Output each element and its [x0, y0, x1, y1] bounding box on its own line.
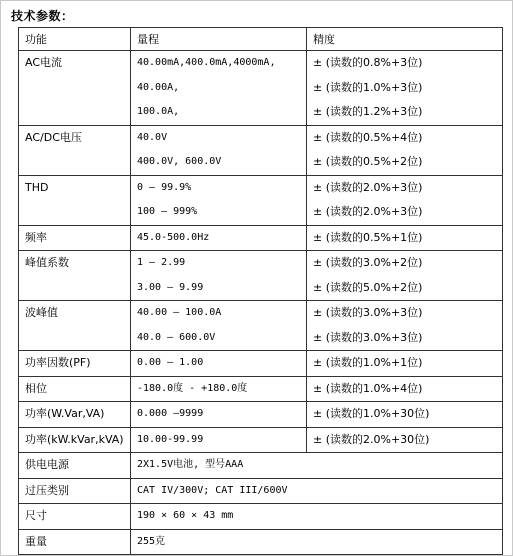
accuracy-value: ± (读数的1.0%+3位): [313, 80, 423, 94]
accuracy-value: ± (读数的3.0%+3位): [313, 306, 423, 319]
range-value: 40.0V: [137, 131, 168, 143]
accuracy-cell: [307, 351, 503, 377]
range-cell: [131, 125, 307, 175]
table-row: [19, 529, 503, 555]
function-label: 供电电源: [25, 458, 69, 471]
accuracy-value: ± (读数的3.0%+2位): [313, 256, 423, 269]
function-label: 重量: [25, 534, 47, 548]
table-row: [19, 251, 503, 301]
accuracy-value: ± (读数的1.2%+3位): [313, 105, 423, 118]
function-cell: [19, 51, 131, 126]
accuracy-cell: [307, 175, 503, 225]
function-cell: [19, 376, 131, 402]
column-header-function: 功能: [19, 28, 131, 51]
function-label: 功率因数(PF): [25, 356, 91, 369]
spec-value: 255克: [137, 535, 166, 547]
range-value: 0.00 — 1.00: [137, 357, 204, 368]
function-label: AC电流: [25, 56, 63, 69]
range-cell: [131, 175, 307, 225]
range-cell: [131, 376, 307, 402]
range-cell: [131, 51, 307, 126]
function-cell: [19, 478, 131, 504]
spec-value: 2X1.5V电池, 型号AAA: [137, 459, 244, 470]
column-header-range: 量程: [131, 28, 307, 51]
accuracy-value: ± (读数的0.5%+2位): [313, 155, 423, 168]
range-value: 0 — 99.9%: [137, 181, 192, 193]
function-label: 过压类别: [25, 483, 69, 497]
accuracy-value: ± (读数的5.0%+2位): [313, 280, 423, 294]
function-cell: [19, 402, 131, 428]
spec-value-cell: [131, 478, 503, 504]
table-row: [19, 402, 503, 428]
spec-value: 190 × 60 × 43 mm: [137, 510, 234, 521]
range-cell: [131, 225, 307, 251]
range-cell: [131, 351, 307, 377]
function-label: THD: [25, 180, 49, 194]
function-cell: [19, 175, 131, 225]
accuracy-cell: [307, 301, 503, 351]
table-row: [19, 453, 503, 479]
function-cell: [19, 529, 131, 555]
function-label: AC/DC电压: [25, 130, 82, 144]
column-header-accuracy: 精度: [307, 28, 503, 51]
table-row: [19, 351, 503, 377]
accuracy-value: ± (读数的2.0%+3位): [313, 180, 423, 194]
table-row: [19, 51, 503, 126]
range-value: 1 — 2.99: [137, 257, 186, 268]
function-cell: [19, 351, 131, 377]
function-label: 峰值系数: [25, 256, 69, 269]
range-value: 40.00mA,400.0mA,4000mA,: [137, 57, 276, 68]
table-row: [19, 376, 503, 402]
spec-table: [18, 27, 503, 555]
function-cell: [19, 251, 131, 301]
function-label: 功率(kW.kVar,kVA): [25, 432, 124, 446]
function-cell: [19, 427, 131, 453]
accuracy-value: ± (读数的1.0%+1位): [313, 356, 423, 369]
accuracy-value: ± (读数的1.0%+30位): [313, 407, 430, 420]
accuracy-value: ± (读数的0.5%+1位): [313, 230, 423, 244]
function-label: 相位: [25, 381, 47, 395]
accuracy-value: ± (读数的2.0%+30位): [313, 432, 430, 446]
accuracy-value: ± (读数的3.0%+3位): [313, 330, 423, 344]
function-cell: [19, 453, 131, 479]
accuracy-cell: [307, 225, 503, 251]
table-row: [19, 478, 503, 504]
table-header-row: [19, 28, 503, 51]
function-label: 波峰值: [25, 306, 58, 319]
function-label: 功率(W.Var,VA): [25, 407, 105, 420]
accuracy-cell: [307, 427, 503, 453]
spec-value-cell: [131, 504, 503, 530]
range-value: 100 — 999%: [137, 206, 198, 217]
accuracy-cell: [307, 251, 503, 301]
table-row: [19, 125, 503, 175]
function-cell: [19, 225, 131, 251]
accuracy-cell: [307, 376, 503, 402]
range-value: 45.0-500.0Hz: [137, 231, 210, 243]
range-value: 0.000 —9999: [137, 408, 204, 419]
range-value: 40.00 — 100.0A: [137, 307, 222, 318]
accuracy-value: ± (读数的0.8%+3位): [313, 56, 423, 69]
section-heading: 技术参数：: [11, 9, 74, 23]
function-label: 尺寸: [25, 509, 47, 522]
range-value: -180.0度 - +180.0度: [137, 382, 248, 394]
accuracy-cell: [307, 51, 503, 126]
spec-value: CAT IV/300V; CAT III/600V: [137, 484, 288, 496]
accuracy-cell: [307, 402, 503, 428]
function-label: 频率: [25, 230, 47, 244]
range-cell: [131, 402, 307, 428]
accuracy-value: ± (读数的2.0%+3位): [313, 205, 423, 218]
range-value: 10.00-99.99: [137, 433, 204, 445]
function-cell: [19, 301, 131, 351]
table-row: [19, 427, 503, 453]
accuracy-value: ± (读数的0.5%+4位): [313, 130, 423, 144]
range-cell: [131, 427, 307, 453]
spec-value-cell: [131, 453, 503, 479]
range-value: 100.0A,: [137, 106, 180, 117]
accuracy-value: ± (读数的1.0%+4位): [313, 381, 423, 395]
table-row: [19, 225, 503, 251]
range-cell: [131, 301, 307, 351]
spec-value-cell: [131, 529, 503, 555]
table-row: [19, 504, 503, 530]
range-value: 40.00A,: [137, 81, 180, 93]
function-cell: [19, 125, 131, 175]
table-row: [19, 301, 503, 351]
range-cell: [131, 251, 307, 301]
range-value: 400.0V, 600.0V: [137, 156, 222, 167]
accuracy-cell: [307, 125, 503, 175]
table-row: [19, 175, 503, 225]
function-cell: [19, 504, 131, 530]
range-value: 3.00 — 9.99: [137, 281, 204, 293]
range-value: 40.0 — 600.0V: [137, 331, 216, 343]
